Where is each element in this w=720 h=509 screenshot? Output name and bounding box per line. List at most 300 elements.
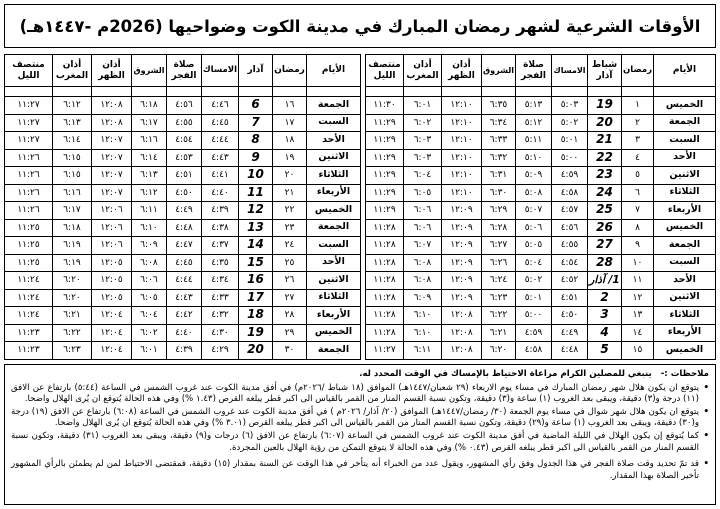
prayer-table-second-half <box>4 54 361 360</box>
imsak-time-cell: ٤:٥٧ <box>552 202 588 220</box>
date-cell: 20 <box>588 114 622 132</box>
maghrib-time-cell: ٦:١٧ <box>53 202 92 220</box>
sunrise-time-cell: ٦:٠٥ <box>132 289 167 307</box>
date-cell: 23 <box>588 167 622 185</box>
midnight-time-cell: ١١:٢٩ <box>366 149 404 167</box>
ramadan-day-cell: ١٧ <box>273 114 307 132</box>
midnight-time-cell: ١١:٢٤ <box>5 272 53 290</box>
table-row <box>5 324 361 342</box>
sunrise-time-cell: ٦:١٧ <box>132 114 167 132</box>
midnight-time-cell: ١١:٢٥ <box>5 237 53 255</box>
date-cell: 15 <box>239 254 273 272</box>
ramadan-day-cell: ١٨ <box>273 132 307 150</box>
table-row <box>366 324 716 342</box>
fajr-time-cell: ٥:٠٨ <box>516 184 552 202</box>
page-title-text: الأوقات الشرعية لشهر رمضان المبارك في مدينة الكوت وضواحيها (2026م -١٤٤٧هـ) <box>19 16 701 36</box>
imsak-time-cell: ٤:٥٠ <box>552 307 588 325</box>
sunrise-time-cell: ٦:٢٩ <box>482 202 516 220</box>
day-cell: الجمعة <box>307 342 361 360</box>
table-row <box>5 184 361 202</box>
ramadan-day-cell: ٣٠ <box>273 342 307 360</box>
fajr-time-cell: ٥:٠٠ <box>516 307 552 325</box>
sunrise-time-cell: ٦:١١ <box>132 202 167 220</box>
day-cell: الثلاثاء <box>654 307 716 325</box>
note-text: يتوقع ان يكون هلال شهر شوال في مساء يوم الجمعة (٣٠/ رمضان/١٤٤٧هـ) الموافق (٢٠/ آذار/ ٢٠٢٦م ) في أفق مدينة الكوت عند غروب الشمس في الساعة (٦:٠٨) بارتفاع عن الافق (١٩) درجة و(٣٠) دقيقة، ويبقى بعد الغروب (١) ساعة و(٢٩) دقيقة، وتكون نسبة القسم المنار من القمر بالقياس الى اكبر قطر يبلغه القرص (٣.٠١ %) وفي هذه الحالة يُتوقع ان يُرى الهلال واضحا. <box>11 406 699 429</box>
header-dhuhr-time: أذان الظهر <box>442 55 482 87</box>
sunrise-time-cell: ٦:١٨ <box>132 97 167 115</box>
date-cell: 24 <box>588 184 622 202</box>
dhuhr-time-cell: ١٢:٠٥ <box>92 289 132 307</box>
header-midnight-time: منتصف الليل <box>366 55 404 87</box>
bullet-icon <box>704 431 710 443</box>
maghrib-time-cell: ٦:١٣ <box>53 114 92 132</box>
day-cell: الأربعاء <box>654 202 716 220</box>
note-text: يتوقع ان يكون هلال شهر رمضان المبارك في مساء يوم الاربعاء (٢٩ شعبان/١٤٤٧هـ) الموافق (١٨ شباط /٢٠٢٦م) في أفق مدينة الكوت عند غروب الشمس في الساعة (٥:٤٤) بارتفاع عن الافق (١١) درجة و(٣) دقيقة، ويبقى بعد الغروب (١) ساعة و(٣) دقيقة، وتكون نسبة القسم المنار من القمر بالقياس الى اكبر قطر يبلغه القرص (١.٤٣ %) وفي هذه الحالة يُتوقع ان يُرى الهلال واضحا. <box>11 382 699 405</box>
table-row <box>366 289 716 307</box>
spacer-cell <box>5 87 53 97</box>
table-row <box>5 342 361 360</box>
midnight-time-cell: ١١:٢٦ <box>5 149 53 167</box>
ramadan-day-cell: ١٢ <box>622 289 654 307</box>
day-cell: الاثنين <box>307 272 361 290</box>
ramadan-day-cell: ٤ <box>622 149 654 167</box>
sunrise-time-cell: ٦:٢٤ <box>482 272 516 290</box>
table-body <box>366 87 716 360</box>
maghrib-time-cell: ٦:٢٠ <box>53 289 92 307</box>
imsak-time-cell: ٥:٠٠ <box>552 149 588 167</box>
midnight-time-cell: ١١:٢٩ <box>366 114 404 132</box>
fajr-time-cell: ٥:٠٥ <box>516 237 552 255</box>
date-cell: 26 <box>588 219 622 237</box>
note-text: كما يُتوقع إن يكون الهلال في الليلة الماضية في أفق مدينة الكوت عند غروب الشمس في الساعة (٦:٠٧) بارتفاع عن الافق (٦) درجات و(٩) دقيقة، ويبقى بعد الغروب (٣١) دقيقة، وتكون نسبة القسم المنار من القمر بالقياس الى اكبر قطر يبلغه القرص (٠.٤٣ %) وفي هذه الحالة لا يتوقع التمكن من رؤية الهلال بالعين المجردة. <box>11 430 699 453</box>
imsak-time-cell: ٤:٤٦ <box>202 97 239 115</box>
midnight-time-cell: ١١:٣٠ <box>366 97 404 115</box>
fajr-time-cell: ٤:٤٩ <box>167 202 202 220</box>
fajr-time-cell: ٥:٠٩ <box>516 167 552 185</box>
fajr-time-cell: ٥:٠٢ <box>516 272 552 290</box>
date-cell: 8 <box>239 132 273 150</box>
spacer-cell <box>654 87 716 97</box>
ramadan-day-cell: ٨ <box>622 219 654 237</box>
table-row <box>5 97 361 115</box>
imsak-time-cell: ٤:٣٠ <box>202 324 239 342</box>
date-cell: 5 <box>588 342 622 360</box>
fajr-time-cell: ٤:٤٨ <box>167 219 202 237</box>
maghrib-time-cell: ٦:٢٣ <box>53 342 92 360</box>
spacer-cell <box>273 87 307 97</box>
bullet-icon <box>704 383 710 395</box>
date-cell: 9 <box>239 149 273 167</box>
maghrib-time-cell: ٦:٠٥ <box>404 184 442 202</box>
fajr-time-cell: ٤:٥٠ <box>167 184 202 202</box>
imsak-time-cell: ٤:٣٧ <box>202 237 239 255</box>
notes-intro-line <box>11 369 709 381</box>
midnight-time-cell: ١١:٢٨ <box>366 219 404 237</box>
header-sunrise-time: الشروق <box>482 55 516 87</box>
ramadan-day-cell: ٢٣ <box>273 219 307 237</box>
sunrise-time-cell: ٦:٠٦ <box>132 272 167 290</box>
header-row <box>366 55 716 87</box>
ramadan-day-cell: ٩ <box>622 237 654 255</box>
ramadan-day-cell: ٥ <box>622 167 654 185</box>
midnight-time-cell: ١١:٢٨ <box>366 237 404 255</box>
imsak-time-cell: ٤:٤٨ <box>552 342 588 360</box>
imsak-time-cell: ٤:٥٥ <box>552 237 588 255</box>
date-cell: 16 <box>239 272 273 290</box>
date-cell: 4 <box>588 324 622 342</box>
bullet-icon <box>704 407 710 419</box>
header-maghrib-time: أذان المغرب <box>404 55 442 87</box>
day-cell: الخميس <box>307 202 361 220</box>
fajr-time-cell: ٥:٠٧ <box>516 202 552 220</box>
table-row <box>366 237 716 255</box>
fajr-time-cell: ٤:٤٢ <box>167 307 202 325</box>
dhuhr-time-cell: ١٢:٠٦ <box>92 202 132 220</box>
sunrise-time-cell: ٦:٢٨ <box>482 219 516 237</box>
midnight-time-cell: ١١:٢٩ <box>366 167 404 185</box>
sunrise-time-cell: ٦:٣١ <box>482 167 516 185</box>
table-header <box>5 55 361 87</box>
sunrise-time-cell: ٦:٠٤ <box>132 307 167 325</box>
header-date: آذار <box>239 55 273 87</box>
imsak-time-cell: ٥:٠٣ <box>552 97 588 115</box>
day-cell: الثلاثاء <box>654 184 716 202</box>
date-cell: 10 <box>239 167 273 185</box>
header-imsak-time: الامساك <box>552 55 588 87</box>
midnight-time-cell: ١١:٢٧ <box>366 342 404 360</box>
imsak-time-cell: ٤:٤١ <box>202 167 239 185</box>
day-cell: الاثنين <box>307 149 361 167</box>
sunrise-time-cell: ٦:٠١ <box>132 342 167 360</box>
ramadan-day-cell: ٢٥ <box>273 254 307 272</box>
midnight-time-cell: ١١:٢٣ <box>5 324 53 342</box>
table-row <box>5 219 361 237</box>
day-cell: السبت <box>307 114 361 132</box>
midnight-time-cell: ١١:٢٨ <box>366 254 404 272</box>
ramadan-day-cell: ٢٧ <box>273 289 307 307</box>
imsak-time-cell: ٥:٠٢ <box>552 114 588 132</box>
day-cell: الجمعة <box>654 237 716 255</box>
dhuhr-time-cell: ١٢:٠٧ <box>92 149 132 167</box>
dhuhr-time-cell: ١٢:٠٩ <box>442 254 482 272</box>
header-imsak-time: الامساك <box>202 55 239 87</box>
spacer-cell <box>552 87 588 97</box>
midnight-time-cell: ١١:٢٦ <box>5 167 53 185</box>
fajr-time-cell: ٤:٣٩ <box>167 342 202 360</box>
day-cell: الأحد <box>654 272 716 290</box>
ramadan-day-cell: ٢٠ <box>273 167 307 185</box>
header-dhuhr-time: أذان الظهر <box>92 55 132 87</box>
note-item <box>11 383 709 406</box>
sunrise-time-cell: ٦:٢٣ <box>482 289 516 307</box>
date-cell: 20 <box>239 342 273 360</box>
sunrise-time-cell: ٦:٢٠ <box>482 342 516 360</box>
sunrise-time-cell: ٦:٢١ <box>482 324 516 342</box>
ramadan-day-cell: ٢١ <box>273 184 307 202</box>
header-maghrib-time: أذان المغرب <box>53 55 92 87</box>
sunrise-time-cell: ٦:٠٩ <box>132 237 167 255</box>
dhuhr-time-cell: ١٢:١٠ <box>442 149 482 167</box>
date-cell: 12 <box>239 202 273 220</box>
sunrise-time-cell: ٦:١٦ <box>132 132 167 150</box>
midnight-time-cell: ١١:٢٣ <box>5 342 53 360</box>
table-header <box>366 55 716 87</box>
sunrise-time-cell: ٦:٠٨ <box>132 254 167 272</box>
dhuhr-time-cell: ١٢:٠٥ <box>92 254 132 272</box>
maghrib-time-cell: ٦:٢١ <box>53 307 92 325</box>
maghrib-time-cell: ٦:٠٢ <box>404 114 442 132</box>
ramadan-day-cell: ٢٤ <box>273 237 307 255</box>
table-row <box>5 167 361 185</box>
notes-heading: ملاحظات :- <box>660 369 709 379</box>
day-cell: السبت <box>654 132 716 150</box>
maghrib-time-cell: ٦:٠٩ <box>404 289 442 307</box>
date-cell: 6 <box>239 97 273 115</box>
ramadan-day-cell: ١٥ <box>622 342 654 360</box>
table-row <box>5 202 361 220</box>
fajr-time-cell: ٥:١١ <box>516 132 552 150</box>
maghrib-time-cell: ٦:٠٦ <box>404 219 442 237</box>
note-item <box>11 459 709 482</box>
header-row <box>5 55 361 87</box>
date-cell: 17 <box>239 289 273 307</box>
spacer-cell <box>622 87 654 97</box>
spacer-cell <box>366 87 404 97</box>
sunrise-time-cell: ٦:٣٥ <box>482 97 516 115</box>
date-cell: 7 <box>239 114 273 132</box>
day-cell: الأحد <box>307 254 361 272</box>
dhuhr-time-cell: ١٢:٠٧ <box>92 184 132 202</box>
maghrib-time-cell: ٦:١٦ <box>53 184 92 202</box>
dhuhr-time-cell: ١٢:٠٩ <box>442 272 482 290</box>
header-midnight-time: منتصف الليل <box>5 55 53 87</box>
table-row <box>366 114 716 132</box>
date-cell: 13 <box>239 219 273 237</box>
table-row <box>5 272 361 290</box>
midnight-time-cell: ١١:٢٤ <box>5 307 53 325</box>
spacer-cell <box>307 87 361 97</box>
date-cell: 25 <box>588 202 622 220</box>
imsak-time-cell: ٤:٤٩ <box>552 324 588 342</box>
table-row <box>5 237 361 255</box>
header-ramadan-day: رمضان <box>622 55 654 87</box>
midnight-time-cell: ١١:٢٦ <box>5 184 53 202</box>
fajr-time-cell: ٤:٤٥ <box>167 254 202 272</box>
fajr-time-cell: ٥:١٠ <box>516 149 552 167</box>
sunrise-time-cell: ٦:٢٢ <box>482 307 516 325</box>
date-cell: 1/ آذار <box>588 272 622 290</box>
ramadan-day-cell: ١٩ <box>273 149 307 167</box>
maghrib-time-cell: ٦:٠٧ <box>404 237 442 255</box>
midnight-time-cell: ١١:٢٩ <box>366 202 404 220</box>
bullet-icon <box>704 459 710 471</box>
dhuhr-time-cell: ١٢:١٠ <box>442 132 482 150</box>
dhuhr-time-cell: ١٢:٠٨ <box>92 114 132 132</box>
sunrise-time-cell: ٦:٢٧ <box>482 237 516 255</box>
dhuhr-time-cell: ١٢:٠٥ <box>92 272 132 290</box>
date-cell: 19 <box>588 97 622 115</box>
ramadan-day-cell: ٣ <box>622 132 654 150</box>
fajr-time-cell: ٤:٤٤ <box>167 272 202 290</box>
fajr-time-cell: ٥:١٢ <box>516 114 552 132</box>
midnight-time-cell: ١١:٢٥ <box>5 254 53 272</box>
dhuhr-time-cell: ١٢:٠٧ <box>92 132 132 150</box>
sunrise-time-cell: ٦:٠٢ <box>132 324 167 342</box>
page-title <box>4 4 716 48</box>
header-ramadan-day: رمضان <box>273 55 307 87</box>
date-cell: 19 <box>239 324 273 342</box>
table-row <box>366 149 716 167</box>
notes-intro-text: ينبغي للمصلين الكرام مراعاة الاحتياط بالإمساك في الوقت المحدد له. <box>359 369 652 379</box>
table-row <box>366 184 716 202</box>
day-cell: السبت <box>654 254 716 272</box>
header-date: شباط آذار <box>588 55 622 87</box>
spacer-cell <box>132 87 167 97</box>
date-cell: 14 <box>239 237 273 255</box>
maghrib-time-cell: ٦:٢٠ <box>53 272 92 290</box>
maghrib-time-cell: ٦:٠٣ <box>404 149 442 167</box>
date-cell: 3 <box>588 307 622 325</box>
dhuhr-time-cell: ١٢:١٠ <box>442 167 482 185</box>
imsak-time-cell: ٤:٣٤ <box>202 272 239 290</box>
dhuhr-time-cell: ١٢:٠٤ <box>92 324 132 342</box>
maghrib-time-cell: ٦:٠٦ <box>404 202 442 220</box>
dhuhr-time-cell: ١٢:٠٨ <box>92 97 132 115</box>
table-row <box>5 132 361 150</box>
dhuhr-time-cell: ١٢:٠٦ <box>92 237 132 255</box>
dhuhr-time-cell: ١٢:٠٨ <box>442 307 482 325</box>
header-day: الأيام <box>307 55 361 87</box>
spacer-cell <box>588 87 622 97</box>
spacer-cell <box>442 87 482 97</box>
dhuhr-time-cell: ١٢:٠٨ <box>442 342 482 360</box>
fajr-time-cell: ٤:٤٣ <box>167 289 202 307</box>
date-cell: 18 <box>239 307 273 325</box>
midnight-time-cell: ١١:٢٨ <box>366 289 404 307</box>
sunrise-time-cell: ٦:٣٤ <box>482 114 516 132</box>
midnight-time-cell: ١١:٢٨ <box>366 324 404 342</box>
date-cell: 28 <box>588 254 622 272</box>
maghrib-time-cell: ٦:١٤ <box>53 132 92 150</box>
imsak-time-cell: ٤:٤٤ <box>202 132 239 150</box>
ramadan-day-cell: ١٣ <box>622 307 654 325</box>
sunrise-time-cell: ٦:١٠ <box>132 219 167 237</box>
maghrib-time-cell: ٦:١٥ <box>53 149 92 167</box>
sunrise-time-cell: ٦:٣٠ <box>482 184 516 202</box>
day-cell: الأحد <box>654 149 716 167</box>
imsak-time-cell: ٤:٣٣ <box>202 289 239 307</box>
sunrise-time-cell: ٦:١٣ <box>132 167 167 185</box>
spacer-cell <box>53 87 92 97</box>
maghrib-time-cell: ٦:٠١ <box>404 97 442 115</box>
maghrib-time-cell: ٦:١١ <box>404 342 442 360</box>
date-cell: 27 <box>588 237 622 255</box>
midnight-time-cell: ١١:٢٩ <box>366 184 404 202</box>
day-cell: الأحد <box>307 132 361 150</box>
day-cell: الثلاثاء <box>307 167 361 185</box>
ramadan-day-cell: ٧ <box>622 202 654 220</box>
midnight-time-cell: ١١:٢٦ <box>5 202 53 220</box>
table-row <box>5 114 361 132</box>
ramadan-day-cell: ٢٢ <box>273 202 307 220</box>
dhuhr-time-cell: ١٢:٠٩ <box>442 219 482 237</box>
notes-list <box>11 383 709 483</box>
imsak-time-cell: ٤:٤٠ <box>202 184 239 202</box>
maghrib-time-cell: ٦:١٠ <box>404 324 442 342</box>
table-row <box>366 342 716 360</box>
imsak-time-cell: ٤:٥٦ <box>552 219 588 237</box>
table-row <box>5 307 361 325</box>
dhuhr-time-cell: ١٢:١٠ <box>442 114 482 132</box>
table-row <box>366 307 716 325</box>
day-cell: الاثنين <box>654 167 716 185</box>
dhuhr-time-cell: ١٢:٠٦ <box>92 219 132 237</box>
prayer-table-first-half <box>365 54 716 360</box>
day-cell: السبت <box>307 237 361 255</box>
spacer-cell <box>404 87 442 97</box>
fajr-time-cell: ٤:٥٦ <box>167 97 202 115</box>
day-cell: الأربعاء <box>307 307 361 325</box>
maghrib-time-cell: ٦:٠٨ <box>404 272 442 290</box>
fajr-time-cell: ٤:٤٧ <box>167 237 202 255</box>
spacer-cell <box>516 87 552 97</box>
dhuhr-time-cell: ١٢:١٠ <box>442 184 482 202</box>
fajr-time-cell: ٥:٠٤ <box>516 254 552 272</box>
note-item <box>11 431 709 454</box>
fajr-time-cell: ٤:٥٣ <box>167 149 202 167</box>
day-cell: الأربعاء <box>307 184 361 202</box>
midnight-time-cell: ١١:٢٩ <box>366 132 404 150</box>
day-cell: الثلاثاء <box>307 289 361 307</box>
day-cell: الخميس <box>654 97 716 115</box>
prayer-times-tables <box>4 54 716 360</box>
dhuhr-time-cell: ١٢:٠٤ <box>92 307 132 325</box>
maghrib-time-cell: ٦:١٩ <box>53 237 92 255</box>
ramadan-day-cell: ٦ <box>622 184 654 202</box>
day-cell: الخميس <box>307 324 361 342</box>
day-cell: الخميس <box>654 219 716 237</box>
table-row <box>366 167 716 185</box>
date-cell: 21 <box>588 132 622 150</box>
dhuhr-time-cell: ١٢:٠٤ <box>92 342 132 360</box>
imsak-time-cell: ٤:٥٨ <box>552 184 588 202</box>
spacer-cell <box>92 87 132 97</box>
imsak-time-cell: ٤:٥١ <box>552 289 588 307</box>
date-cell: 11 <box>239 184 273 202</box>
ramadan-day-cell: ٢ <box>622 114 654 132</box>
midnight-time-cell: ١١:٢٧ <box>5 114 53 132</box>
midnight-time-cell: ١١:٢٧ <box>5 97 53 115</box>
day-cell: الأربعاء <box>654 324 716 342</box>
imsak-time-cell: ٤:٥٢ <box>552 272 588 290</box>
dhuhr-time-cell: ١٢:٠٩ <box>442 289 482 307</box>
fajr-time-cell: ٤:٥٤ <box>167 132 202 150</box>
fajr-time-cell: ٤:٥٨ <box>516 342 552 360</box>
maghrib-time-cell: ٦:٢٢ <box>53 324 92 342</box>
table-row <box>5 254 361 272</box>
fajr-time-cell: ٥:١٣ <box>516 97 552 115</box>
day-cell: الجمعة <box>654 114 716 132</box>
midnight-time-cell: ١١:٢٨ <box>366 272 404 290</box>
table-row <box>366 97 716 115</box>
imsak-time-cell: ٤:٣٥ <box>202 254 239 272</box>
dhuhr-time-cell: ١٢:٠٨ <box>442 324 482 342</box>
note-text: قد تمّ تحديد وقت صلاة الفجر في هذا الجدول وفق رأي المشهور، ويقول عدد من الخبراء أنه يتأخر في هذا الوقت عن السنة بمقدار (١٥) دقيقة، فمقتضى الاحتياط لمن لم يطمئن بالرأي المشهور تأخير الصلاة بهذا المقدار. <box>11 459 699 481</box>
imsak-time-cell: ٤:٢٩ <box>202 342 239 360</box>
maghrib-time-cell: ٦:٠٣ <box>404 132 442 150</box>
imsak-time-cell: ٤:٥٤ <box>552 254 588 272</box>
table-row <box>5 289 361 307</box>
